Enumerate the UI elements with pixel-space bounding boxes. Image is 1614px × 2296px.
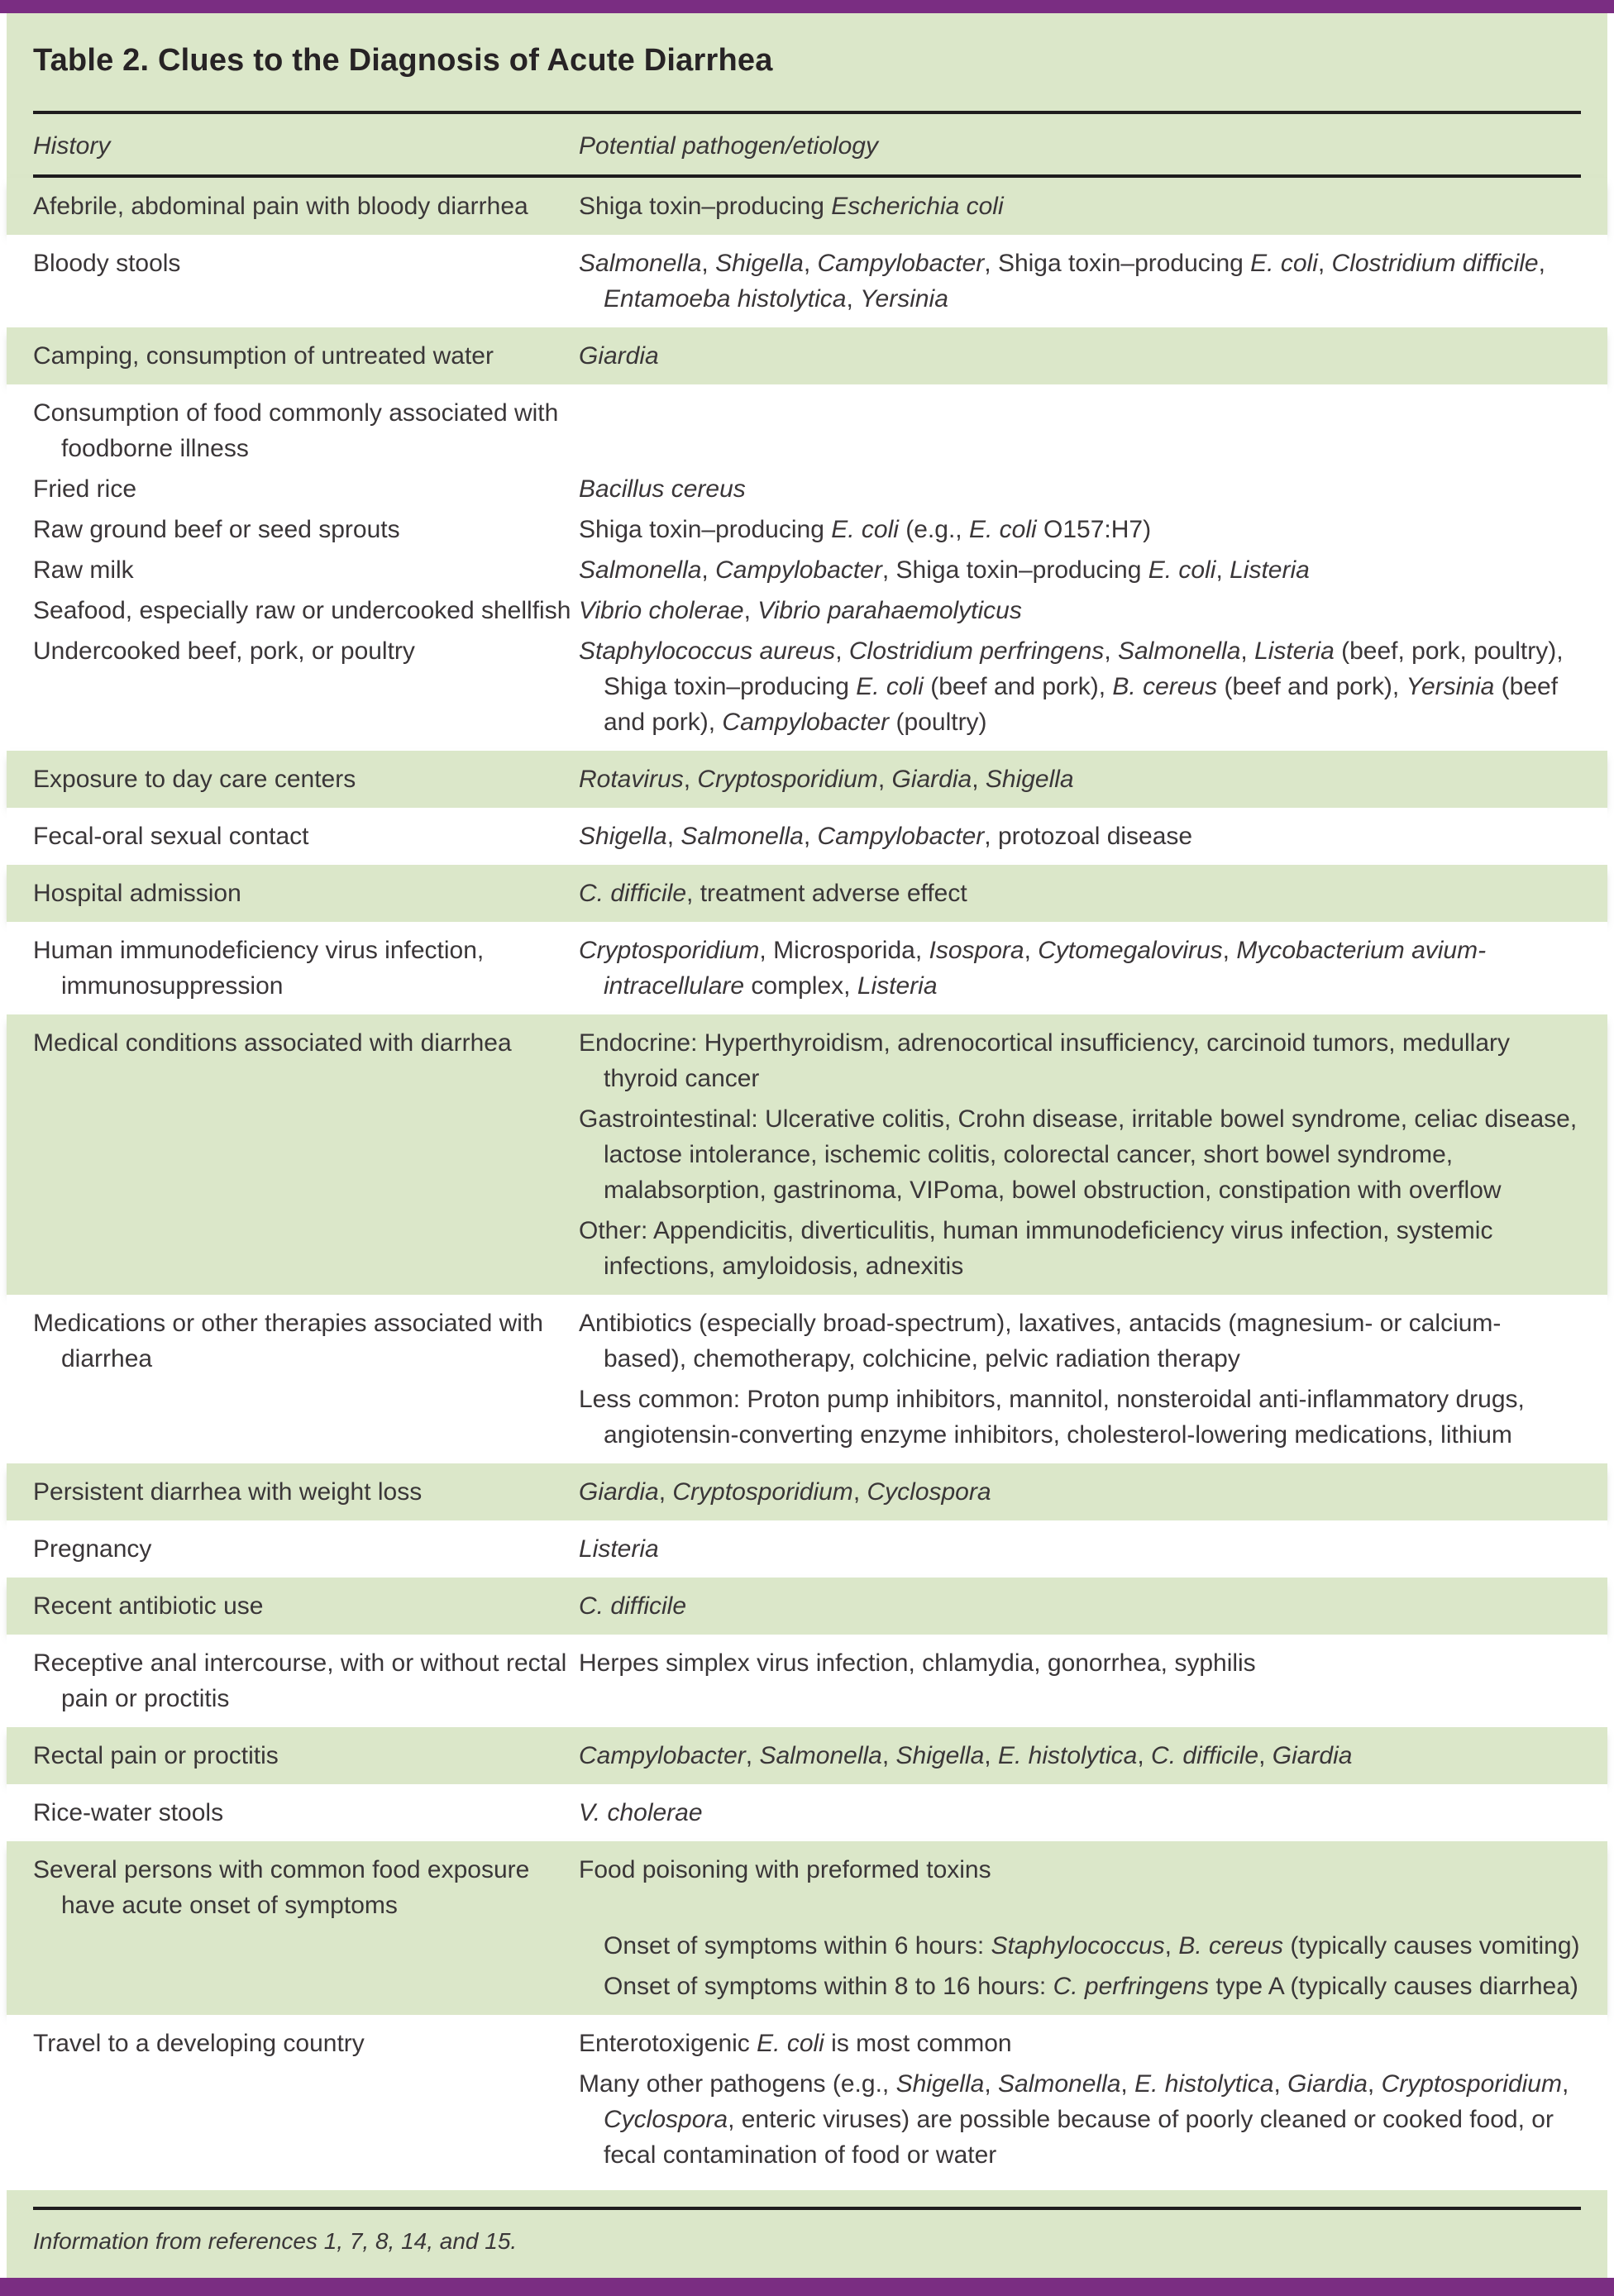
text-run: , xyxy=(701,556,716,584)
pathogen-text xyxy=(579,189,1581,224)
table-row-line xyxy=(33,2066,1581,2173)
text-run: , treatment adverse effect xyxy=(686,880,967,907)
organism-name: Vibrio cholerae xyxy=(579,597,744,624)
history-text: Fecal-oral sexual contact xyxy=(33,823,309,850)
history-cell xyxy=(33,1795,579,1831)
organism-name: E. coli xyxy=(757,2030,824,2057)
table-row-line xyxy=(33,189,1581,224)
history-cell xyxy=(33,1474,579,1510)
pathogen-cell xyxy=(579,1474,1581,1510)
table-row-line xyxy=(33,1645,1581,1716)
text-run: Shiga toxin–producing xyxy=(579,193,832,220)
table-row xyxy=(7,178,1607,235)
organism-name: Escherichia coli xyxy=(831,193,1004,220)
pathogen-cell xyxy=(579,1852,1581,1888)
organism-name: Cryptosporidium xyxy=(1381,2070,1562,2098)
pathogen-cell xyxy=(579,2026,1581,2061)
organism-name: E. histolytica xyxy=(997,1742,1138,1769)
pathogen-cell xyxy=(579,1531,1581,1567)
text-run: Antibiotics (especially broad-spectrum), laxatives, antacids (magnesium- or calcium-based), chemotherapy, colchicine, pelvic radiation therapy xyxy=(579,1310,1502,1372)
history-cell xyxy=(33,338,579,374)
text-run: (beef and pork), xyxy=(923,673,1113,700)
text-run: , xyxy=(803,250,818,277)
organism-name: Campylobacter xyxy=(722,709,890,736)
history-cell xyxy=(33,471,579,507)
pathogen-text xyxy=(579,471,1581,507)
pathogen-cell xyxy=(579,633,1581,740)
table-row-line xyxy=(33,1213,1581,1284)
table-row-line xyxy=(33,1795,1581,1831)
organism-name: Giardia xyxy=(579,1478,659,1506)
history-text: Medications or other therapies associated with diarrhea xyxy=(33,1310,543,1372)
pathogen-text xyxy=(579,761,1581,797)
table-row-line xyxy=(33,1531,1581,1567)
text-run: , xyxy=(852,1478,867,1506)
text-run: , enteric viruses) are possible because of poorly cleaned or cooked food, or fecal contamination of food or water xyxy=(604,2106,1554,2169)
text-run: , xyxy=(1215,556,1230,584)
pathogen-cell xyxy=(579,933,1581,1004)
text-run: complex, xyxy=(744,972,857,1000)
text-run: , xyxy=(1273,2070,1288,2098)
pathogen-text xyxy=(579,1213,1581,1284)
history-text: Raw ground beef or seed sprouts xyxy=(33,516,400,543)
pathogen-text xyxy=(579,593,1581,628)
organism-name: Listeria xyxy=(1230,556,1310,584)
text-run: Less common: Proton pump inhibitors, mannitol, nonsteroidal anti-inflammatory drugs, angiotensin-converting enzyme inhibitors, cholesterol-lowering medications, lithium xyxy=(579,1386,1525,1449)
table-row xyxy=(7,1295,1607,1463)
organism-name: E. coli xyxy=(1148,556,1216,584)
text-run: , xyxy=(658,1478,673,1506)
table-row-line xyxy=(33,471,1581,507)
table-row-line xyxy=(33,1969,1581,2004)
text-run: (e.g., xyxy=(898,516,969,543)
text-run: , xyxy=(1024,937,1039,964)
pathogen-cell xyxy=(579,189,1581,224)
pathogen-text xyxy=(579,552,1581,588)
text-run: Food poisoning with preformed toxins xyxy=(579,1856,991,1883)
organism-name: Shigella xyxy=(579,823,667,850)
organism-name: Shigella xyxy=(985,766,1074,793)
organism-name: Campylobacter xyxy=(715,556,882,584)
organism-name: Giardia xyxy=(1272,1742,1353,1769)
organism-name: Mycobacterium avium-intracellulare xyxy=(604,937,1487,1000)
text-run: , xyxy=(745,1742,760,1769)
pathogen-text xyxy=(604,1928,1581,1964)
pathogen-cell xyxy=(579,338,1581,374)
history-text: Camping, consumption of untreated water xyxy=(33,342,494,370)
organism-name: Staphylococcus aureus xyxy=(579,637,836,665)
table-row xyxy=(7,865,1607,922)
text-run: , xyxy=(803,823,818,850)
table-header-panel xyxy=(7,13,1607,178)
organism-name: Clostridium perfringens xyxy=(848,637,1105,665)
text-run: , xyxy=(1137,1742,1152,1769)
text-run: (poultry) xyxy=(889,709,987,736)
history-cell xyxy=(33,633,579,669)
table-row xyxy=(7,1520,1607,1578)
organism-name: Salmonella xyxy=(759,1742,882,1769)
organism-name: E. coli xyxy=(831,516,899,543)
table-row xyxy=(7,922,1607,1014)
text-run: , xyxy=(984,2070,998,2098)
text-run: , Microsporida, xyxy=(759,937,929,964)
organism-name: Cyclospora xyxy=(604,2106,728,2133)
pathogen-text xyxy=(579,1025,1581,1096)
organism-name: Giardia xyxy=(579,342,659,370)
table-row-line xyxy=(33,761,1581,797)
table-row-line xyxy=(33,1852,1581,1923)
table-row-line xyxy=(33,246,1581,317)
pathogen-column-header: Potential pathogen/etiology xyxy=(579,132,878,160)
text-run: is most common xyxy=(824,2030,1012,2057)
history-text: Pregnancy xyxy=(33,1535,152,1563)
table-row-line xyxy=(33,819,1581,854)
pathogen-text xyxy=(579,1795,1581,1831)
text-run: Shiga toxin–producing xyxy=(579,516,832,543)
bottom-accent-bar xyxy=(0,2278,1614,2296)
text-run: , Shiga toxin–producing xyxy=(881,556,1148,584)
organism-name: C. difficile xyxy=(1151,1742,1259,1769)
table-row-line xyxy=(33,933,1581,1004)
text-run: , xyxy=(683,766,698,793)
history-cell xyxy=(33,1852,579,1923)
text-run: Enterotoxigenic xyxy=(579,2030,757,2057)
text-run: , xyxy=(1222,937,1237,964)
text-run: , xyxy=(1120,2070,1135,2098)
table-row-line xyxy=(33,1588,1581,1624)
organism-name: Bacillus cereus xyxy=(579,475,746,503)
history-text: Receptive anal intercourse, with or without rectal pain or proctitis xyxy=(33,1649,567,1712)
table-footer-panel xyxy=(7,2190,1607,2278)
history-cell xyxy=(33,876,579,911)
organism-name: Cryptosporidium xyxy=(697,766,878,793)
text-run: , xyxy=(1538,250,1545,277)
history-text: Rectal pain or proctitis xyxy=(33,1742,279,1769)
organism-name: Salmonella xyxy=(998,2070,1121,2098)
text-run: , xyxy=(1561,2070,1569,2098)
pathogen-text xyxy=(579,2066,1581,2173)
text-run: , xyxy=(701,250,716,277)
pathogen-cell xyxy=(579,876,1581,911)
pathogen-text xyxy=(579,2026,1581,2061)
history-cell xyxy=(33,189,579,224)
history-cell xyxy=(33,593,579,628)
organism-name: Campylobacter xyxy=(579,1742,746,1769)
pathogen-cell xyxy=(579,552,1581,588)
text-run: , xyxy=(881,1742,896,1769)
history-text: Recent antibiotic use xyxy=(33,1592,264,1620)
organism-name: Cryptosporidium xyxy=(672,1478,853,1506)
text-run: Endocrine: Hyperthyroidism, adrenocortical insufficiency, carcinoid tumors, medullary thyroid cancer xyxy=(579,1029,1511,1092)
table-row xyxy=(7,1727,1607,1784)
table-row-line xyxy=(33,1101,1581,1208)
pathogen-cell xyxy=(579,512,1581,547)
text-run: Onset of symptoms within 6 hours: xyxy=(604,1932,991,1959)
text-run: , protozoal disease xyxy=(984,823,1193,850)
history-cell xyxy=(33,1738,579,1773)
organism-name: B. cereus xyxy=(1178,1932,1284,1959)
organism-name: E. coli xyxy=(968,516,1037,543)
organism-name: C. difficile xyxy=(579,880,687,907)
text-run: , xyxy=(846,285,861,313)
organism-name: Shigella xyxy=(895,2070,985,2098)
text-run: (beef and pork), xyxy=(1217,673,1406,700)
organism-name: Listeria xyxy=(1254,637,1335,665)
source-footnote: Information from references 1, 7, 8, 14, and 15. xyxy=(33,2228,518,2254)
pathogen-text xyxy=(579,1101,1581,1208)
table-row-line xyxy=(33,593,1581,628)
organism-name: Shigella xyxy=(895,1742,985,1769)
organism-name: Giardia xyxy=(1287,2070,1368,2098)
text-run: Gastrointestinal: Ulcerative colitis, Crohn disease, irritable bowel syndrome, celiac disease, lactose intolerance, ischemic colitis, colorectal cancer, short bowel syndrome, malabsorption, gastrinoma, VIPoma, bowel obstruction, constipation with overflow xyxy=(579,1105,1578,1204)
organism-name: Rotavirus xyxy=(579,766,684,793)
history-cell xyxy=(33,246,579,281)
organism-name: Yersinia xyxy=(1406,673,1495,700)
organism-name: C. perfringens xyxy=(1053,1973,1210,2000)
history-column-header: History xyxy=(33,132,111,160)
text-run: Other: Appendicitis, diverticulitis, human immunodeficiency virus infection, systemic infections, amyloidosis, adnexitis xyxy=(579,1217,1493,1280)
organism-name: Cyclospora xyxy=(867,1478,991,1506)
table-row-line xyxy=(33,1025,1581,1096)
table-row-line xyxy=(33,876,1581,911)
organism-name: Entamoeba histolytica xyxy=(604,285,847,313)
pathogen-cell xyxy=(579,1306,1581,1377)
pathogen-cell xyxy=(579,1588,1581,1624)
table-row xyxy=(7,1841,1607,2015)
pathogen-cell xyxy=(579,1213,1581,1284)
organism-name: Staphylococcus xyxy=(991,1932,1165,1959)
top-accent-bar xyxy=(0,0,1614,13)
organism-name: Clostridium difficile xyxy=(1331,250,1539,277)
history-text: Raw milk xyxy=(33,556,134,584)
organism-name: Cytomegalovirus xyxy=(1038,937,1223,964)
text-run: , xyxy=(1317,250,1332,277)
organism-name: Cryptosporidium xyxy=(579,937,760,964)
table-row xyxy=(7,1635,1607,1727)
organism-name: Listeria xyxy=(857,972,938,1000)
text-run: (beef, pork, poultry), Shiga toxin–producing xyxy=(604,637,1564,700)
text-run: , xyxy=(743,597,758,624)
pathogen-cell xyxy=(579,761,1581,797)
table-row xyxy=(7,1014,1607,1295)
text-run: , xyxy=(972,766,986,793)
table-title: Table 2. Clues to the Diagnosis of Acute Diarrhea xyxy=(33,43,773,78)
organism-name: Shigella xyxy=(715,250,804,277)
text-run: , Shiga toxin–producing xyxy=(984,250,1251,277)
organism-name: Campylobacter xyxy=(817,823,985,850)
text-run: , xyxy=(1164,1932,1179,1959)
text-run: (beef and pork), xyxy=(604,673,1559,736)
text-run: , xyxy=(877,766,892,793)
organism-name: Isospora xyxy=(929,937,1024,964)
organism-name: Salmonella xyxy=(680,823,804,850)
text-run: Many other pathogens (e.g., xyxy=(579,2070,896,2098)
text-run: , xyxy=(984,1742,998,1769)
history-text: Undercooked beef, pork, or poultry xyxy=(33,637,415,665)
table-row-line xyxy=(33,395,1581,466)
table-row xyxy=(7,1578,1607,1635)
pathogen-text xyxy=(579,1852,1581,1888)
text-run: , xyxy=(835,637,849,665)
pathogen-cell xyxy=(579,819,1581,854)
history-text: Seafood, especially raw or undercooked shellfish xyxy=(33,597,571,624)
organism-name: Giardia xyxy=(891,766,972,793)
history-text: Persistent diarrhea with weight loss xyxy=(33,1478,423,1506)
organism-name: V. cholerae xyxy=(579,1799,703,1826)
pathogen-text xyxy=(579,1382,1581,1453)
text-run: , xyxy=(666,823,681,850)
pathogen-cell xyxy=(579,1969,1581,2004)
history-cell xyxy=(33,761,579,797)
pathogen-cell xyxy=(579,1795,1581,1831)
history-cell xyxy=(33,1645,579,1716)
organism-name: B. cereus xyxy=(1112,673,1218,700)
pathogen-text xyxy=(579,633,1581,740)
history-cell xyxy=(33,1588,579,1624)
history-cell xyxy=(33,819,579,854)
text-run: , xyxy=(1240,637,1255,665)
history-text: Hospital admission xyxy=(33,880,241,907)
pathogen-text xyxy=(579,933,1581,1004)
pathogen-cell xyxy=(579,1382,1581,1453)
table-row xyxy=(7,2015,1607,2184)
history-cell xyxy=(33,933,579,1004)
pathogen-text xyxy=(604,1969,1581,2004)
text-run: type A (typically causes diarrhea) xyxy=(1209,1973,1578,2000)
table-row xyxy=(7,235,1607,327)
organism-name: E. coli xyxy=(856,673,924,700)
organism-name: E. histolytica xyxy=(1134,2070,1274,2098)
organism-name: Yersinia xyxy=(860,285,948,313)
pathogen-text xyxy=(579,819,1581,854)
pathogen-text xyxy=(579,338,1581,374)
history-text: Rice-water stools xyxy=(33,1799,224,1826)
pathogen-cell xyxy=(579,1738,1581,1773)
organism-name: Salmonella xyxy=(1117,637,1241,665)
table-row-line xyxy=(33,1382,1581,1453)
pathogen-cell xyxy=(579,1025,1581,1096)
pathogen-text xyxy=(579,876,1581,911)
organism-name: Salmonella xyxy=(579,250,702,277)
pathogen-text xyxy=(579,1645,1581,1681)
history-text: Human immunodeficiency virus infection, immunosuppression xyxy=(33,937,485,1000)
pathogen-cell xyxy=(579,246,1581,317)
history-text: Fried rice xyxy=(33,475,137,503)
history-cell xyxy=(33,1025,579,1061)
column-header-row xyxy=(33,114,1581,174)
table-row-line xyxy=(33,1928,1581,1964)
text-run: Herpes simplex virus infection, chlamydia, gonorrhea, syphilis xyxy=(579,1649,1256,1677)
text-run: (typically causes vomiting) xyxy=(1283,1932,1580,1959)
table-row xyxy=(7,384,1607,751)
footer-rule xyxy=(33,2207,1581,2210)
organism-name: C. difficile xyxy=(579,1592,687,1620)
table-row-line xyxy=(33,552,1581,588)
history-text: Several persons with common food exposure have acute onset of symptoms xyxy=(33,1856,530,1919)
organism-name: Listeria xyxy=(579,1535,659,1563)
organism-name: Vibrio parahaemolyticus xyxy=(757,597,1022,624)
pathogen-text xyxy=(579,1738,1581,1773)
pathogen-cell xyxy=(579,471,1581,507)
history-text: Exposure to day care centers xyxy=(33,766,356,793)
history-cell xyxy=(33,1306,579,1377)
text-run: O157:H7) xyxy=(1036,516,1152,543)
history-text: Bloody stools xyxy=(33,250,181,277)
pathogen-cell xyxy=(579,1645,1581,1681)
text-run: , xyxy=(1104,637,1118,665)
history-text: Medical conditions associated with diarrhea xyxy=(33,1029,512,1057)
organism-name: Salmonella xyxy=(579,556,702,584)
table-row-line xyxy=(33,512,1581,547)
organism-name: E. coli xyxy=(1250,250,1318,277)
history-cell xyxy=(33,395,579,466)
organism-name: Campylobacter xyxy=(817,250,985,277)
pathogen-text xyxy=(579,246,1581,317)
pathogen-text xyxy=(579,1588,1581,1624)
text-run: , xyxy=(1367,2070,1382,2098)
table-row-line xyxy=(33,1306,1581,1377)
table-row-line xyxy=(33,2026,1581,2061)
pathogen-text xyxy=(579,1306,1581,1377)
table-row xyxy=(7,808,1607,865)
history-cell xyxy=(33,512,579,547)
pathogen-text xyxy=(579,1531,1581,1567)
pathogen-cell xyxy=(579,1101,1581,1208)
text-run: Onset of symptoms within 8 to 16 hours: xyxy=(604,1973,1053,2000)
table-row xyxy=(7,1784,1607,1841)
pathogen-text xyxy=(579,1474,1581,1510)
table-row-line xyxy=(33,1738,1581,1773)
table-row xyxy=(7,1463,1607,1520)
pathogen-cell xyxy=(579,593,1581,628)
history-text: Afebrile, abdominal pain with bloody diarrhea xyxy=(33,193,528,220)
table-body xyxy=(0,178,1614,2184)
table-row-line xyxy=(33,338,1581,374)
table-row-line xyxy=(33,1474,1581,1510)
history-cell xyxy=(33,552,579,588)
history-cell xyxy=(33,1531,579,1567)
pathogen-cell xyxy=(579,2066,1581,2173)
history-text: Consumption of food commonly associated with foodborne illness xyxy=(33,399,559,462)
pathogen-cell xyxy=(579,1928,1581,1964)
history-cell xyxy=(33,2026,579,2061)
history-text: Travel to a developing country xyxy=(33,2030,365,2057)
table-row xyxy=(7,327,1607,384)
table-row-line xyxy=(33,633,1581,740)
pathogen-text xyxy=(579,512,1581,547)
text-run: , xyxy=(1258,1742,1273,1769)
table-row xyxy=(7,751,1607,808)
